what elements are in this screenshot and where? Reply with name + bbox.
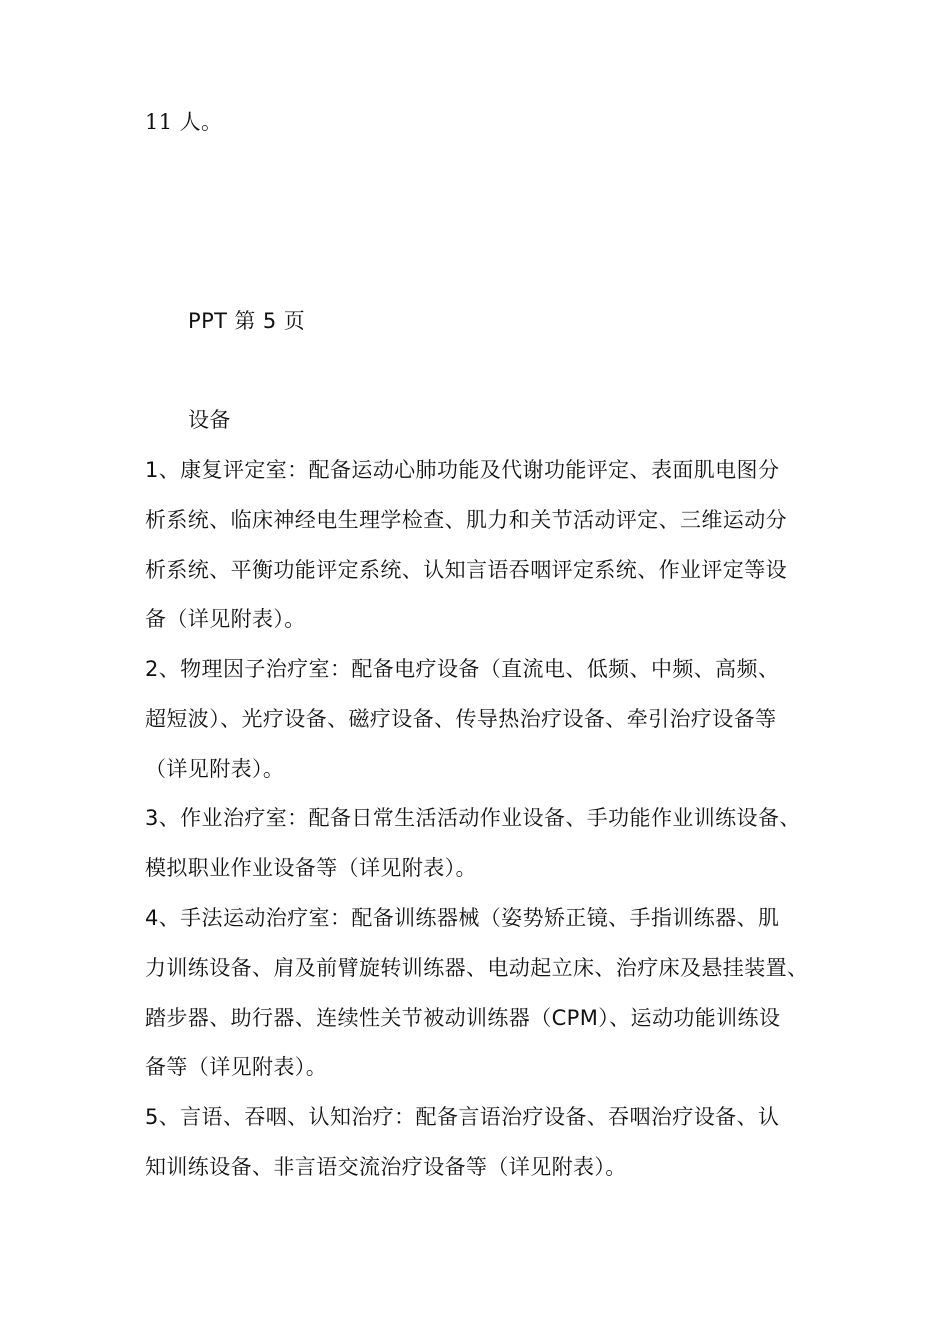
paragraph-line: 模拟职业作业设备等（详见附表）。 [145, 856, 477, 880]
paragraph-line: 5、言语、吞咽、认知治疗：配备言语治疗设备、吞咽治疗设备、认 [145, 1105, 780, 1129]
paragraph-line: 1、康复评定室：配备运动心肺功能及代谢功能评定、表面肌电图分 [145, 458, 780, 482]
ppt-page-heading: PPT 第 5 页 [188, 309, 306, 333]
paragraph-line: 备等（详见附表）。 [145, 1055, 328, 1079]
paragraph-line: 析系统、临床神经电生理学检查、肌力和关节活动评定、三维运动分 [145, 508, 787, 532]
paragraph-line: 3、作业治疗室：配备日常生活活动作业设备、手功能作业训练设备、 [145, 806, 801, 830]
paragraph-line: 备（详见附表）。 [145, 607, 306, 631]
paragraph-line: 2、物理因子治疗室：配备电疗设备（直流电、低频、中频、高频、 [145, 657, 780, 681]
continuation-line: 11 人。 [145, 110, 223, 134]
paragraph-line: （详见附表）。 [145, 757, 285, 781]
paragraph-line: 踏步器、助行器、连续性关节被动训练器（CPM）、运动功能训练设 [145, 1006, 781, 1030]
paragraph-line: 4、手法运动治疗室：配备训练器械（姿势矫正镜、手指训练器、肌 [145, 906, 780, 930]
paragraph-line: 析系统、平衡功能评定系统、认知言语吞咽评定系统、作业评定等设 [145, 558, 787, 582]
paragraph-line: 超短波）、光疗设备、磁疗设备、传导热治疗设备、牵引治疗设备等 [145, 707, 777, 731]
section-title: 设备 [188, 408, 231, 432]
paragraph-line: 知训练设备、非言语交流治疗设备等（详见附表）。 [145, 1155, 627, 1179]
paragraph-line: 力训练设备、肩及前臂旋转训练器、电动起立床、治疗床及悬挂装置、 [145, 956, 809, 980]
